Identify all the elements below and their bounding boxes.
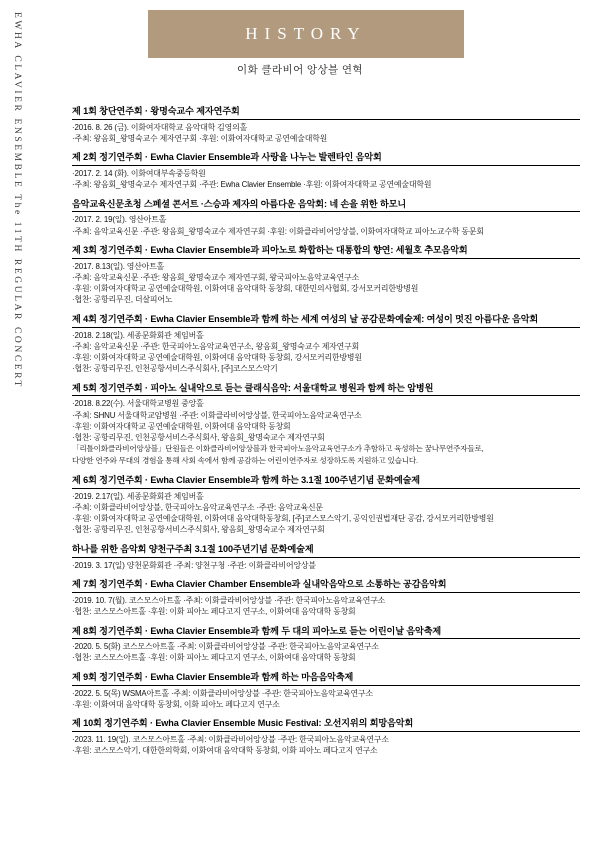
history-entry <box>72 151 580 190</box>
history-entry <box>72 244 580 305</box>
header-band <box>148 10 464 58</box>
entry-detail-line: ·2019. 3. 17(일) 양천문화회관 ·주최: 양천구청 ·주관: 이화클라비어앙상블 <box>72 560 316 570</box>
history-entry-list <box>72 105 580 764</box>
entry-detail-line: ·협찬: 공항리무진, 인천공항서비스주식회사, 왕음회_왕명숙교수 제자연구회 <box>72 432 325 442</box>
entry-title: 하나를 위한 음악회 양천구주최 3.1절 100주년기념 문화예술제 <box>72 543 580 558</box>
entry-detail-line: ·주최: 이화클라비어앙상블, 한국피아노음악교육연구소 ·주관: 음악교육신문 <box>72 502 323 512</box>
entry-title: 제 4회 정기연주회 · Ewha Clavier Ensemble과 함께 하는 세계 여성의 날 공감문화예술제: 여성이 멋진 아름다운 음악회 <box>72 313 580 328</box>
entry-detail-line: ·후원: 이화여자대학교 공연예술대학원, 이화여대 음악대학 동창회, 강서모커리한방병원 <box>72 352 362 362</box>
entry-title: 제 8회 정기연주회 · Ewha Clavier Ensemble과 함께 두 대의 피아노로 듣는 어린이날 음악축제 <box>72 625 580 640</box>
entry-detail-line: ·주최: 음악교육신문 ·주관: 왕음회_왕명숙교수 제자연구회, 왕국피아노음악교육연구소 <box>72 272 360 282</box>
page-subtitle: 이화 클라비어 앙상블 연혁 <box>237 64 363 76</box>
entry-detail-line: ·후원: 코스모스악기, 대한한의학회, 이화여대 음악대학 동창회, 이화 피아노 페다고지 연구소 <box>72 746 378 756</box>
entry-detail-line: ·협찬: 공항리무진, 더살피어노 <box>72 295 173 305</box>
entry-detail-line: ·주최: 왕음회_왕명숙교수 제자연구회 ·주관: Ewha Clavier Ensemble ·후원: 이화여자대학교 공연예술대학원 <box>72 180 432 190</box>
entry-detail-line: ·2017. 2. 19(일). 영산아트홀 <box>72 215 167 225</box>
entry-detail-line: ·후원: 이화여자대학교 공연예술대학원, 이화여대 음악대학동창회, [주]코스모스악기, 공익인권법재단 공감, 강서모커리한방병원 <box>72 514 494 524</box>
entry-detail-line: ·2020. 5. 5(화) 코스모스아트홀 ·주최: 이화클라비어앙상블 ·주관: 한국피아노음악교육연구소 <box>72 642 379 652</box>
entry-detail-line: ·2018. 8.22(수). 서울대학교병원 중앙홀 <box>72 399 204 409</box>
entry-detail-line: ·협찬: 코스모스아트홀 ·후원: 이화 피아노 페다고지 연구소, 이화여대 음악대학 동창회 <box>72 606 356 616</box>
history-entry <box>72 105 580 144</box>
entry-detail-line: ·협찬: 공항리무진, 인천공항서비스주식회사, 왕음회_왕명숙교수 제자연구회 <box>72 525 325 535</box>
entry-detail-line: ·2018. 2.18(일). 세종문화회관 체임버홀 <box>72 330 204 340</box>
entry-detail-line: ·후원: 이화여자대학교 공연예술대학원, 이화여대 음악대학 동창회 <box>72 421 291 431</box>
entry-detail-line: ·2017. 8.13(일). 영산아트홀 <box>72 261 165 271</box>
entry-detail-line: ·주최: 음악교육신문 ·주관: 왕음회_왕명숙교수 제자연구회 ·후원: 이화클라비어앙상블, 이화여자대학교 피아노교수학 동문회 <box>72 226 484 236</box>
history-entry <box>72 198 580 237</box>
entry-title: 제 7회 정기연주회 · Ewha Clavier Chamber Ensemble과 실내악음악으로 소통하는 공감음악회 <box>72 578 580 593</box>
history-entry <box>72 382 580 467</box>
entry-detail-line: ·2022. 5. 5(목) WSMA아트홀 ·주최: 이화클라비어앙상블 ·주관: 한국피아노음악교육연구소 <box>72 688 373 698</box>
entry-detail-line: ·주최: SHNU 서울대학교암병원 ·주관: 이화클라비어앙상블, 한국피아노음악교육연구소 <box>72 410 362 420</box>
entry-detail-line: ·2019. 10. 7(월). 코스모스아트홀 ·주최: 이화클라비어앙상블 ·주관: 한국피아노음악교육연구소 <box>72 595 386 605</box>
history-entry <box>72 717 580 756</box>
entry-detail-line: ·2017. 2. 14 (화). 이화여대부속중등학원 <box>72 168 206 178</box>
history-entry <box>72 313 580 374</box>
entry-title: 제 5회 정기연주회 · 피아노 실내악으로 듣는 클래식음악: 서울대학교 병원과 함께 하는 암병원 <box>72 382 580 397</box>
entry-detail-line: ·주최: 왕음회_왕명숙교수 제자연구회 ·후원: 이화여자대학교 공연예술대학원 <box>72 133 328 143</box>
entry-title: 제 10회 정기연주회 · Ewha Clavier Ensemble Music Festival: 오선지위의 희망음악회 <box>72 717 580 732</box>
vertical-concert-label: EWHA CLAVIER ENSEMBLE The 11TH REGULAR CONCERT <box>12 12 22 389</box>
page-title: HISTORY <box>245 24 367 43</box>
entry-title: 제 1회 창단연주회 · 왕명숙교수 제자연주회 <box>72 105 580 120</box>
history-entry <box>72 671 580 710</box>
entry-detail-line: ·2016. 8. 26 (금). 이화여자대학교 음악대학 김영의홀 <box>72 122 248 132</box>
history-entry <box>72 625 580 664</box>
entry-note-line: 다양한 연주와 무대의 경험을 통해 사회 속에서 함께 공감하는 어린이연주자로 성장하도록 지원하고 있습니다. <box>72 455 418 465</box>
entry-detail-line: ·주최: 음악교육신문 ·주관: 한국피아노음악교육연구소, 왕음회_왕명숙교수 제자연구회 <box>72 341 360 351</box>
history-entry <box>72 474 580 535</box>
entry-detail-line: ·후원: 이화여자대학교 공연예술대학원, 이화여대 음악대학 동창회, 대한민의사협회, 강서모커리한방병원 <box>72 284 419 294</box>
entry-title: 제 2회 정기연주회 · Ewha Clavier Ensemble과 사랑을 나누는 발렌타인 음악회 <box>72 151 580 166</box>
entry-note-line: 「리틀이화클라비어앙상블」단원들은 이화클라비어앙상블과 한국피아노음악교육연구소가 추함하고 육성하는 꿈나무연주자들로, <box>72 444 484 454</box>
entry-title: 제 9회 정기연주회 · Ewha Clavier Ensemble과 함께 하는 마음음악축제 <box>72 671 580 686</box>
entry-title: 음악교육신문초청 스페셜 콘서트 ·스승과 제자의 아름다운 음악회: 네 손을 위한 하모니 <box>72 198 580 213</box>
entry-title: 제 3회 정기연주회 · Ewha Clavier Ensemble과 피아노로 화합하는 대통합의 향연: 세월호 추모음악회 <box>72 244 580 259</box>
entry-detail-line: ·후원: 이화여대 음악대학 동창회, 이화 피아노 페다고지 연구소 <box>72 699 280 709</box>
entry-detail-line: ·협찬: 공항리무진, 인천공항서비스주식회사, [주]코스모스악기 <box>72 364 278 374</box>
entry-title: 제 6회 정기연주회 · Ewha Clavier Ensemble과 함께 하는 3.1절 100주년기념 문화예술제 <box>72 474 580 489</box>
history-entry <box>72 543 580 571</box>
entry-detail-line: ·2023. 11. 19(일). 코스모스아트홀 ·주최: 이화클라비어앙상블 ·주관: 한국피아노음악교육연구소 <box>72 734 389 744</box>
entry-detail-line: ·협찬: 코스모스아트홀 ·후원: 이화 피아노 페다고지 연구소, 이화여대 음악대학 동창회 <box>72 653 356 663</box>
history-entry <box>72 578 580 617</box>
entry-detail-line: ·2019. 2.17(일). 세종문화회관 체임버홀 <box>72 491 204 501</box>
side-strip <box>0 0 34 863</box>
